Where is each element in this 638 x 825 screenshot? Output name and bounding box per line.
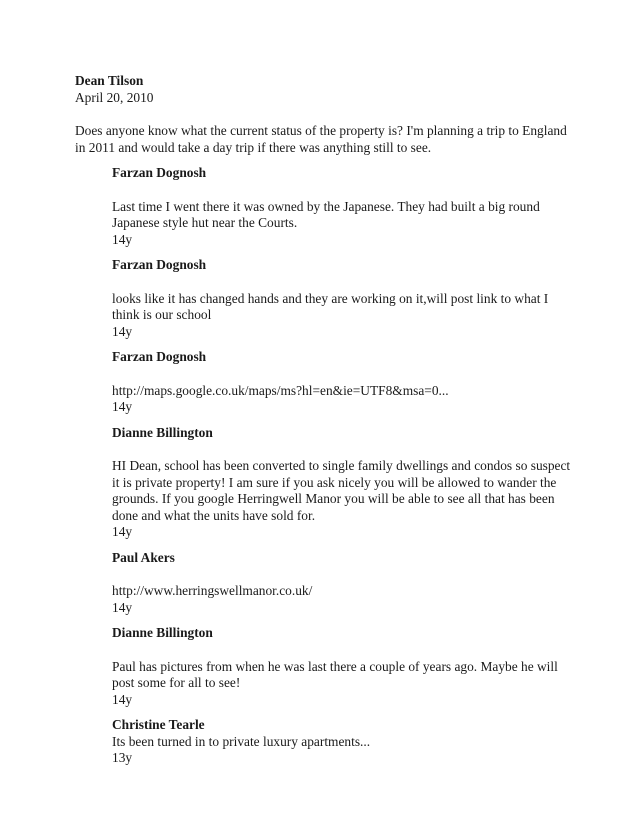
reply-item (112, 550, 575, 617)
reply-list (112, 165, 575, 767)
reply-age: 14y (112, 399, 133, 414)
reply-age: 14y (112, 691, 133, 707)
reply-age: 13y (112, 750, 133, 765)
reply-text: Paul has pictures from when he was last there a couple of years ago. Maybe he will post some for all to see! (112, 658, 558, 690)
comment-thread (75, 73, 575, 767)
reply-link[interactable]: http://maps.google.co.uk/maps/ms?hl=en&ie=UTF8&msa=0... (112, 382, 449, 398)
original-post (75, 73, 575, 156)
post-author: Dean Tilson (75, 73, 144, 88)
reply-author: Paul Akers (112, 549, 175, 565)
reply-age: 14y (112, 323, 133, 339)
reply-age: 14y (112, 231, 133, 247)
reply-link[interactable]: http://www.herringswellmanor.co.uk/ (112, 583, 313, 598)
reply-text: HI Dean, school has been converted to single family dwellings and condos so suspect it is private property! I am sure if you ask nicely you will be allowed to wander the grounds. If you google Herringwell Manor you will be able to see all that has been done and what the units have sold for. (112, 458, 571, 523)
reply-text: looks like it has changed hands and they are working on it,will post link to what I think is our school (112, 290, 549, 322)
reply-author: Farzan Dognosh (112, 349, 207, 364)
reply-author: Dianne Billington (112, 424, 213, 440)
reply-text (112, 383, 575, 400)
reply-text: Its been turned in to private luxury apartments... (112, 733, 371, 749)
reply-item (112, 625, 575, 708)
post-text: Does anyone know what the current status of the property is? I'm planning a trip to England in 2011 and would take a day trip if there was anything still to see. (75, 123, 567, 155)
reply-author: Farzan Dognosh (112, 165, 207, 180)
reply-item (112, 165, 575, 248)
reply-item (112, 717, 575, 767)
reply-age: 14y (112, 524, 133, 539)
reply-text: Last time I went there it was owned by the Japanese. They had built a big round Japanese style hut near the Courts. (112, 198, 540, 230)
reply-item (112, 349, 575, 416)
reply-item (112, 425, 575, 541)
reply-text (112, 583, 575, 600)
post-date: April 20, 2010 (75, 89, 154, 105)
reply-author: Dianne Billington (112, 625, 213, 640)
reply-author: Farzan Dognosh (112, 257, 207, 272)
reply-author: Christine Tearle (112, 717, 205, 732)
reply-item (112, 257, 575, 340)
reply-age: 14y (112, 599, 133, 615)
